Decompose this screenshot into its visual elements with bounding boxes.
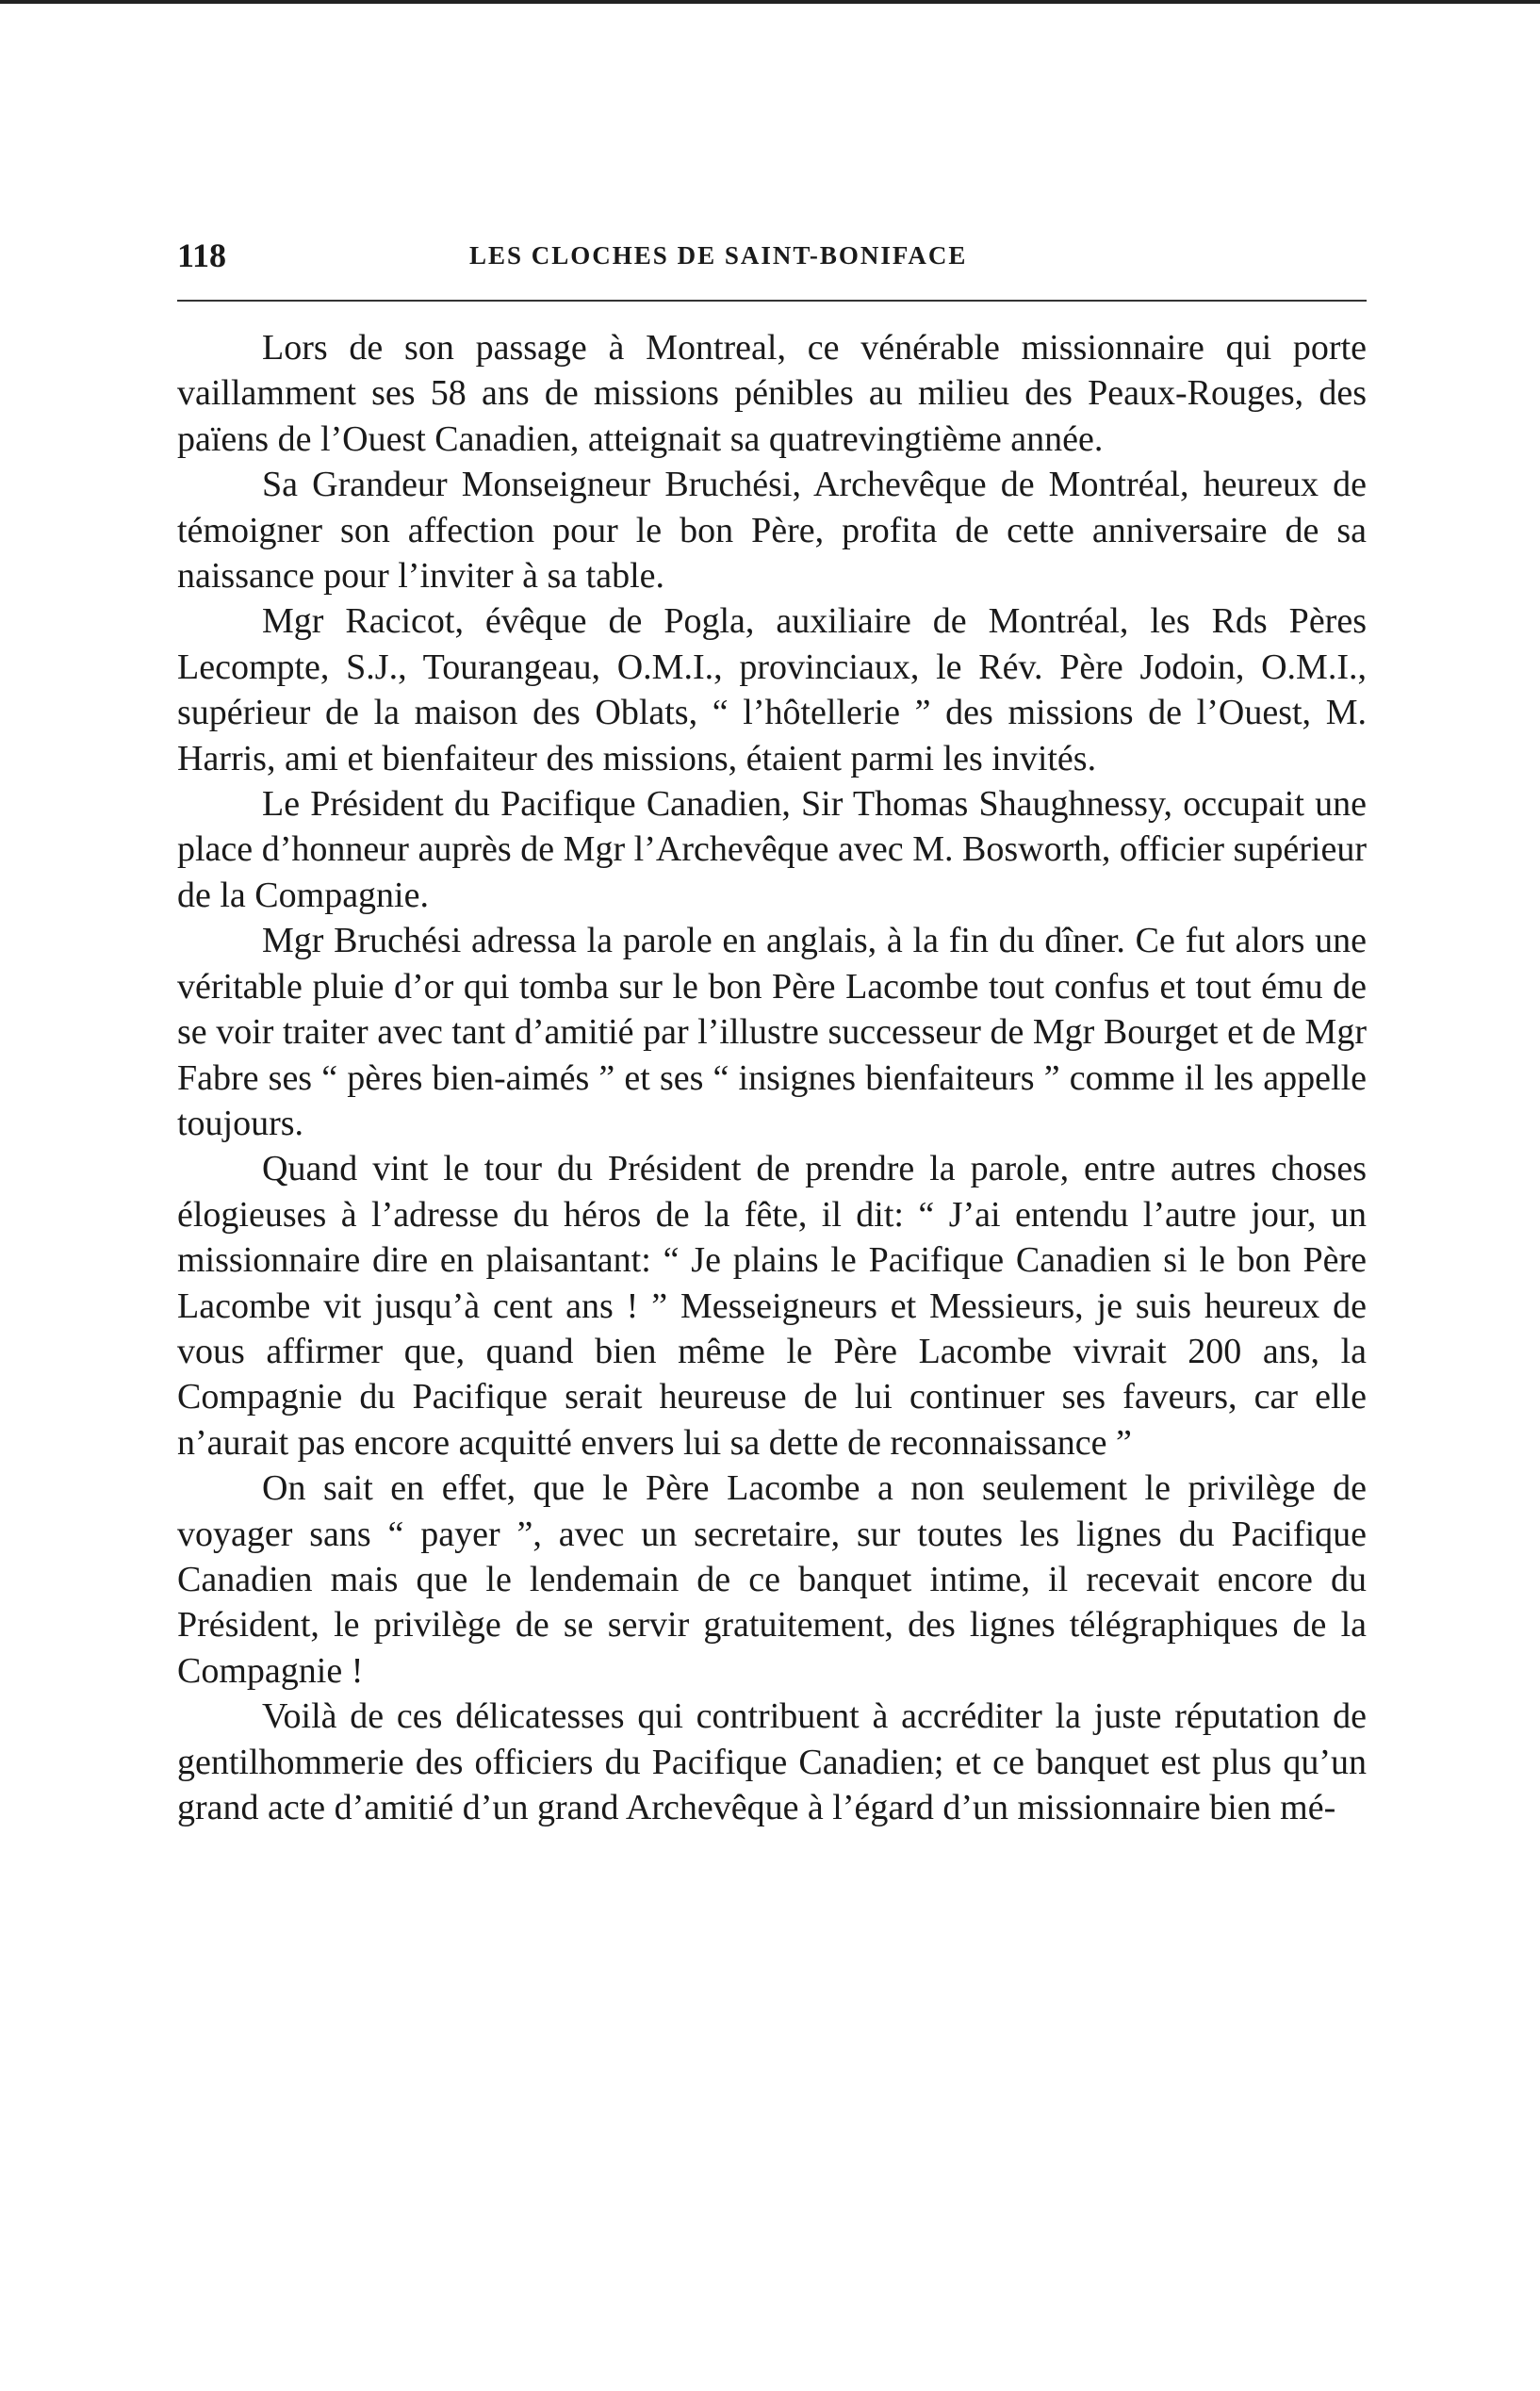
paragraph: Voilà de ces délicatesses qui contribuent à accréditer la juste réputation de gentilhommerie des officiers du Pacifique Canadien; et ce banquet est plus qu’un grand acte d’amitié d’un grand Archevêque à l’égard d’un missionnaire bien mé- <box>177 1696 1367 1827</box>
paragraph: Sa Grandeur Monseigneur Bruchési, Archevêque de Montréal, heureux de témoigner son affection pour le bon Père, profita de cette anniversaire de sa naissance pour l’inviter à sa table. <box>177 465 1367 597</box>
header-rule <box>177 300 1367 302</box>
body-text <box>177 325 1367 1830</box>
page-number: 118 <box>177 237 227 274</box>
page-header <box>177 236 1365 273</box>
running-head: LES CLOCHES DE SAINT-BONIFACE <box>469 241 968 270</box>
paragraph: Le Président du Pacifique Canadien, Sir Thomas Shaughnessy, occupait une place d’honneur auprès de Mgr l’Archevêque avec M. Bosworth, officier supérieur de la Compagnie. <box>177 784 1367 915</box>
paragraph: Mgr Racicot, évêque de Pogla, auxiliaire de Montréal, les Rds Pères Lecompte, S.J., Tourangeau, O.M.I., provinciaux, le Rév. Père Jodoin, O.M.I., supérieur de la maison des Oblats, “ l’hôtellerie ” des missions de l’Ouest, M. Harris, ami et bienfaiteur des missions, étaient parmi les invités. <box>177 601 1367 778</box>
paragraph: On sait en effet, que le Père Lacombe a non seulement le privilège de voyager sans “ payer ”, avec un secretaire, sur toutes les lignes du Pacifique Canadien mais que le lendemain de ce banquet intime, il recevait encore du Président, le privilège de se servir gratuitement, des lignes télégraphiques de la Compagnie ! <box>177 1468 1367 1691</box>
paragraph: Mgr Bruchési adressa la parole en anglais, à la fin du dîner. Ce fut alors une véritable pluie d’or qui tomba sur le bon Père Lacombe tout confus et tout ému de se voir traiter avec tant d’amitié par l’illustre successeur de Mgr Bourget et de Mgr Fabre ses “ pères bien-aimés ” et ses “ insignes bienfaiteurs ” comme il les appelle toujours. <box>177 921 1367 1143</box>
paragraph: Lors de son passage à Montreal, ce vénérable missionnaire qui porte vaillamment ses 58 ans de missions pénibles au milieu des Peaux-Rouges, des païens de l’Ouest Canadien, atteignait sa quatrevingtième année. <box>177 328 1367 459</box>
top-border-rule <box>0 0 1540 4</box>
paragraph: Quand vint le tour du Président de prendre la parole, entre autres choses élogieuses à l’adresse du héros de la fête, il dit: “ J’ai entendu l’autre jour, un missionnaire dire en plaisantant: “ Je plains le Pacifique Canadien si le bon Père Lacombe vit jusqu’à cent ans ! ” Messeigneurs et Messieurs, je suis heureux de vous affirmer que, quand bien même le Père Lacombe vivrait 200 ans, la Compagnie du Pacifique serait heureuse de lui continuer ses faveurs, car elle n’aurait pas encore acquitté envers lui sa dette de reconnaissance ” <box>177 1149 1367 1463</box>
